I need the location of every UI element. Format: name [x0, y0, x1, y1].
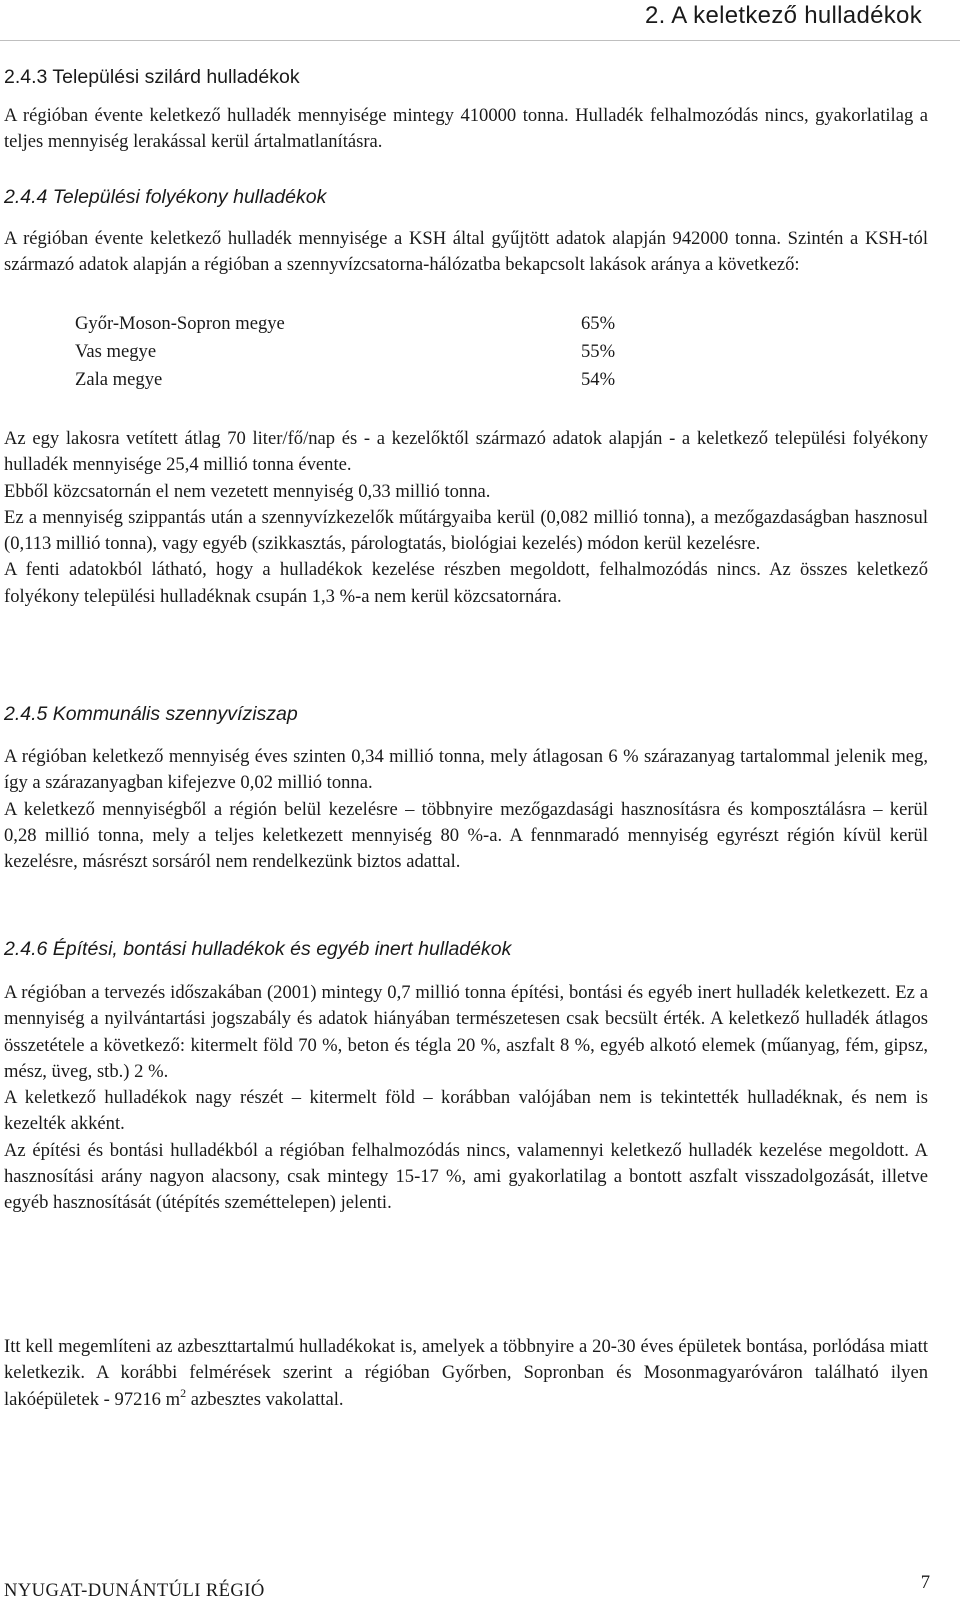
- superscript: 2: [180, 1385, 187, 1400]
- running-header: 2. A keletkező hulladékok: [644, 2, 922, 29]
- county-name: Zala megye: [75, 369, 163, 390]
- paragraph: A régióban évente keletkező hulladék mennyisége a KSH által gyűjtött adatok alapján 942000 tonna. Szintén a KSH-tól származó adatok alapján a régióban a szennyvízcsatorna-hálózatba bekapcsolt lakások aránya a következő:: [4, 228, 928, 276]
- county-row: [75, 369, 635, 395]
- paragraph-2-4-3: [4, 103, 928, 156]
- paragraph: A régióban évente keletkező hulladék mennyisége mintegy 410000 tonna. Hulladék felhalmozódás nincs, gyakorlatilag a teljes mennyiség lerakással kerül ártalmatlanításra.: [4, 105, 928, 153]
- county-name: Győr-Moson-Sopron megye: [75, 313, 285, 334]
- county-name: Vas megye: [75, 341, 157, 362]
- heading-2-4-4: 2.4.4 Települési folyékony hulladékok: [4, 186, 327, 208]
- paragraph: A keletkező hulladékok nagy részét – kitermelt föld – korábban valójában nem is tekintették hulladéknak, és nem is kezelték akként.: [4, 1087, 928, 1135]
- paragraph-asbestos: [4, 1334, 928, 1413]
- paragraph: A keletkező mennyiségből a régión belül kezelésre – többnyire mezőgazdasági hasznosításra és komposztálásra – kerül 0,28 millió tonna, mely a teljes keletkezett mennyiség 80 %-a. A fennmaradó mennyiség egyrészt régión kívül kerül kezelésre, másrészt sorsáról nem rendelkezünk biztos adattal.: [4, 798, 928, 873]
- county-value: 54%: [581, 369, 616, 390]
- county-value: 65%: [581, 313, 616, 334]
- heading-2-4-5: 2.4.5 Kommunális szennyvíziszap: [4, 703, 298, 725]
- county-value: 55%: [581, 341, 616, 362]
- header-rule: [0, 40, 960, 41]
- footer-region-name: NYUGAT-DUNÁNTÚLI RÉGIÓ: [4, 1580, 265, 1601]
- heading-2-4-6: 2.4.6 Építési, bontási hulladékok és egyéb inert hulladékok: [4, 938, 512, 960]
- paragraph: A régióban keletkező mennyiség éves szinten 0,34 millió tonna, mely átlagosan 6 % szárazanyag tartalommal jelenik meg, így a szárazanyagban kifejezve 0,02 millió tonna.: [4, 746, 928, 794]
- paragraph: Ebből közcsatornán el nem vezetett mennyiség 0,33 millió tonna.: [4, 480, 491, 502]
- paragraph-2-4-4-intro: [4, 226, 928, 279]
- county-row: [75, 313, 635, 339]
- paragraph: [4, 1334, 928, 1413]
- paragraph-text-end: azbesztes vakolattal.: [186, 1388, 344, 1410]
- paragraph: A fenti adatokból látható, hogy a hulladékok kezelése részben megoldott, felhalmozódás nincs. Az összes keletkező folyékony települési hulladéknak csupán 1,3 %-a nem kerül közcsatornára.: [4, 559, 928, 607]
- paragraph-2-4-4-body: [4, 426, 928, 610]
- paragraph-2-4-6: [4, 980, 928, 1217]
- county-row: [75, 341, 635, 367]
- page-number: 7: [920, 1572, 930, 1593]
- paragraph: Az egy lakosra vetített átlag 70 liter/fő/nap és - a kezelőktől származó adatok alapján - a keletkező települési folyékony hulladék mennyisége 25,4 millió tonna évente.: [4, 428, 928, 476]
- paragraph: A régióban a tervezés időszakában (2001) mintegy 0,7 millió tonna építési, bontási és egyéb inert hulladék keletkezett. Ez a mennyiség a nyilvántartási jogszabály és adatok hiányában természetesen csak becsült érték. A keletkező hulladék átlagos összetétele a következő: kitermelt föld 70 %, beton és tégla 20 %, aszfalt 8 %, egyéb alkotó elemek (műanyag, fém, gipsz, mész, üveg, stb.) 2 %.: [4, 982, 928, 1082]
- paragraph-text: Itt kell megemlíteni az azbeszttartalmú hulladékokat is, amelyek a többnyire a 20-30 éves épületek bontása, porlódása miatt keletkezik. A korábbi felmérések szerint a régióban Győrben, Sopronban és Mosonmagyaróváron található ilyen lakóépületek - 97216 m: [4, 1336, 928, 1410]
- paragraph-2-4-5: [4, 744, 928, 875]
- paragraph: Az építési és bontási hulladékból a régióban felhalmozódás nincs, valamennyi keletkező hulladék kezelése megoldott. A hasznosítási arány nagyon alacsony, csak mintegy 15-17 %, ami gyakorlatilag a bontott aszfalt visszadolgozását, illetve egyéb hasznosítását (útépítés szeméttelepen) jelenti.: [4, 1139, 928, 1214]
- heading-2-4-3: 2.4.3 Települési szilárd hulladékok: [4, 66, 300, 88]
- paragraph: Ez a mennyiség szippantás után a szennyvízkezelők műtárgyaiba kerül (0,082 millió tonna), a mezőgazdaságban hasznosul (0,113 millió tonna), vagy egyéb (szikkasztás, párologtatás, biológiai kezelés) módon kerül kezelésre.: [4, 506, 928, 555]
